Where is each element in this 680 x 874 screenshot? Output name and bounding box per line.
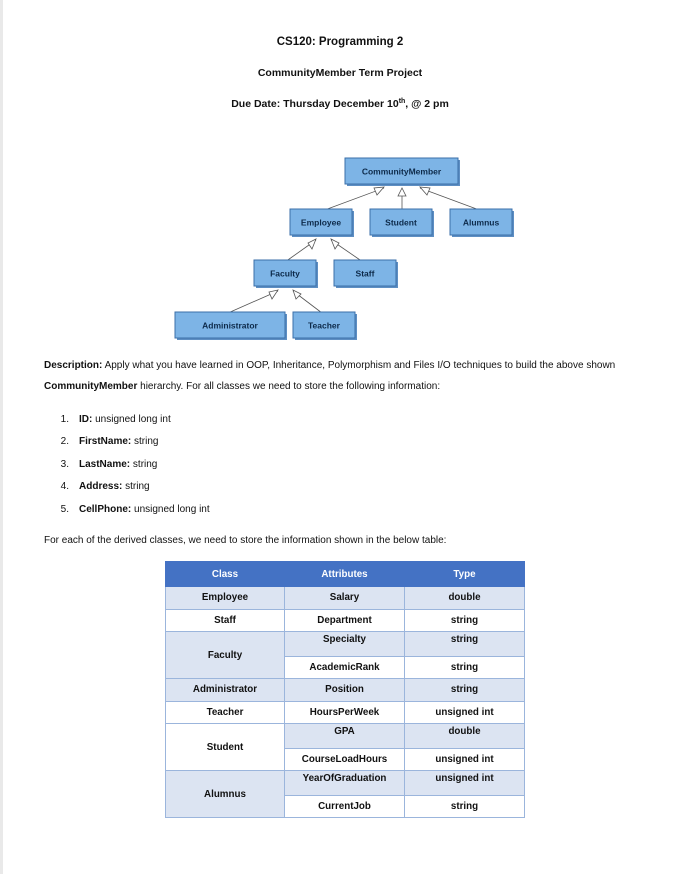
arrowhead-employee: [374, 187, 384, 195]
table-row: [166, 724, 525, 749]
type-cell: double: [405, 724, 525, 749]
field-type: unsigned long int: [92, 414, 171, 425]
attribute-cell: Department: [285, 609, 405, 632]
table-row: [166, 632, 525, 657]
class-cell: Administrator: [166, 679, 285, 702]
node-student: [370, 209, 434, 237]
description-class-name: CommunityMember: [44, 381, 138, 392]
node-administrator-label: Administrator: [202, 320, 258, 331]
field-type: unsigned long int: [131, 503, 210, 515]
field-name: FirstName:: [79, 436, 132, 448]
edge-alumnus-communitymember: [420, 188, 482, 211]
due-date-prefix: Due Date: Thursday December 10: [231, 98, 399, 110]
type-cell: double: [405, 587, 525, 610]
attribute-cell: CurrentJob: [285, 795, 405, 818]
node-administrator: [175, 312, 287, 340]
class-hierarchy-diagram: [0, 0, 680, 350]
table-row: [166, 679, 525, 702]
header-type: Type: [405, 562, 525, 587]
list-item: [44, 454, 210, 476]
field-name: ID:: [79, 414, 93, 425]
attribute-cell: YearOfGraduation: [285, 771, 405, 796]
attribute-cell: GPA: [285, 724, 405, 749]
attribute-cell: Salary: [285, 587, 405, 610]
project-title: CommunityMember Term Project: [257, 67, 423, 79]
arrowhead-student: [398, 188, 406, 196]
arrowhead-alumnus: [420, 187, 430, 195]
arrowhead-faculty: [308, 239, 316, 249]
description-text-2: hierarchy. For all classes we need to store the following information:: [137, 381, 441, 392]
derived-intro: For each of the derived classes, we need to store the information shown in the below table:: [44, 535, 447, 546]
type-cell: string: [405, 679, 525, 702]
node-student-label: Student: [385, 217, 417, 228]
description-text-1: Apply what you have learned in OOP, Inheritance, Polymorphism and Files I/O techniques to build the above shown: [102, 360, 616, 371]
table-row: [166, 587, 525, 610]
type-cell: unsigned int: [405, 701, 525, 724]
node-staff-label: Staff: [355, 268, 375, 279]
node-teacher: [293, 312, 357, 340]
due-date-suffix: , @ 2 pm: [405, 98, 449, 110]
description-label: Description:: [44, 360, 103, 371]
list-number: 3.: [60, 458, 69, 470]
type-cell: string: [405, 632, 525, 657]
derived-attributes-table: [165, 561, 525, 818]
class-cell: Student: [166, 724, 285, 771]
attribute-cell: Position: [285, 679, 405, 702]
description-paragraph: [44, 355, 654, 397]
list-number: 2.: [60, 436, 69, 448]
type-cell: unsigned int: [405, 771, 525, 796]
field-name: CellPhone:: [79, 503, 132, 515]
list-number: 4.: [60, 481, 69, 493]
arrowhead-teacher: [293, 290, 301, 299]
table-row: [166, 701, 525, 724]
node-communitymember: [345, 158, 460, 186]
edge-employee-communitymember: [322, 188, 384, 211]
class-cell: Teacher: [166, 701, 285, 724]
list-number: 5.: [60, 503, 69, 515]
attribute-cell: HoursPerWeek: [285, 701, 405, 724]
list-item: [44, 431, 210, 453]
field-type: string: [131, 436, 159, 448]
type-cell: string: [405, 609, 525, 632]
node-faculty: [254, 260, 318, 288]
node-alumnus-label: Alumnus: [462, 217, 500, 228]
node-alumnus: [450, 209, 514, 237]
list-item: [44, 476, 210, 498]
node-employee-label: Employee: [300, 217, 342, 228]
list-item: [44, 499, 210, 521]
type-cell: unsigned int: [405, 748, 525, 771]
table-row: [166, 609, 525, 632]
table-header-row: [166, 562, 525, 587]
class-cell: Alumnus: [166, 771, 285, 818]
field-name: Address:: [79, 481, 123, 493]
type-cell: string: [405, 656, 525, 679]
node-staff: [334, 260, 398, 288]
table-row: [166, 771, 525, 796]
attribute-cell: CourseLoadHours: [285, 748, 405, 771]
field-name: LastName:: [79, 458, 131, 470]
class-cell: Faculty: [166, 632, 285, 679]
type-cell: string: [405, 795, 525, 818]
attribute-cell: AcademicRank: [285, 656, 405, 679]
node-teacher-label: Teacher: [308, 320, 340, 331]
header-class: Class: [166, 562, 285, 587]
node-faculty-label: Faculty: [270, 268, 300, 279]
field-type: string: [130, 458, 158, 470]
arrowhead-staff: [331, 239, 339, 249]
class-cell: Staff: [166, 609, 285, 632]
course-title: CS120: Programming 2: [276, 36, 404, 48]
list-item: [44, 409, 210, 431]
list-number: 1.: [60, 414, 69, 425]
node-employee: [290, 209, 354, 237]
attribute-cell: Specialty: [285, 632, 405, 657]
class-cell: Employee: [166, 587, 285, 610]
arrowhead-administrator: [269, 290, 278, 299]
common-fields-list: [44, 409, 210, 521]
header-attributes: Attributes: [285, 562, 405, 587]
node-communitymember-label: CommunityMember: [361, 166, 442, 177]
field-type: string: [122, 481, 150, 493]
diagram-edges: [228, 188, 482, 313]
due-date-sup: th: [398, 98, 406, 105]
